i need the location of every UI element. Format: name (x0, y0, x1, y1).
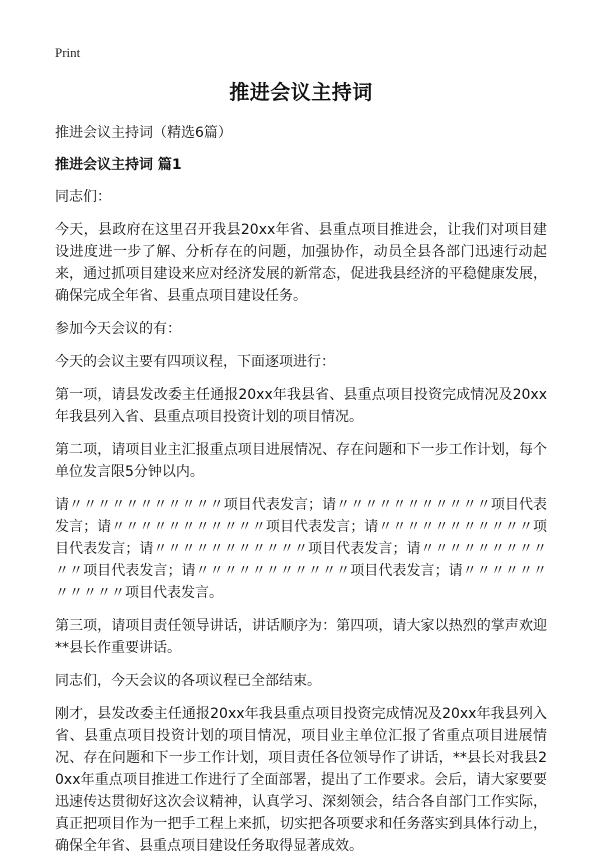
paragraph-item-1: 第一项，请县发改委主任通报20xx年我县省、县重点项目投资完成情况及20xx年我县列入省、县重点项目投资计划的项目情况。 (55, 387, 547, 425)
paragraph-speakers: 请〃〃〃〃〃〃〃〃〃〃〃项目代表发言；请〃〃〃〃〃〃〃〃〃〃〃项目代表发言；请〃〃〃〃〃〃〃〃〃〃〃项目代表发言；请〃〃〃〃〃〃〃〃〃〃〃项目代表发言；请〃〃〃〃〃〃〃〃〃〃〃项目代表发言；请〃〃〃〃〃〃〃〃〃〃〃项目代表发言；请〃〃〃〃〃〃〃〃〃〃〃项目代表发言；请〃〃〃〃〃〃〃〃〃〃〃项目代表发言。 (55, 497, 547, 601)
section-heading: 推进会议主持词 篇1 (55, 157, 182, 173)
paragraph-attendees: 参加今天会议的有： (55, 321, 181, 337)
paragraph-closing: 同志们，今天会议的各项议程已全部结束。 (55, 673, 321, 689)
print-link[interactable]: Print (55, 45, 81, 60)
paragraph-intro: 今天，县政府在这里召开我县20xx年省、县重点项目推进会，让我们对项目建设进度进一步了解、分析存在的问题，加强协作，动员全县各部门迅速行动起来，通过抓项目建设来应对经济发展的新常态，促进我县经济的平稳健康发展，确保完成全年省、县重点项目建设任务。 (55, 222, 547, 304)
document-title: 推进会议主持词 (229, 80, 373, 104)
paragraph-greeting: 同志们： (55, 189, 111, 205)
paragraph-agenda: 今天的会议主要有四项议程，下面逐项进行： (55, 354, 335, 370)
paragraph-summary: 刚才，县发改委主任通报20xx年我县重点项目投资完成情况及20xx年我县列入省、县重点项目投资计划的项目情况，项目业主单位汇报了省重点项目进展情况、存在问题和下一步工作计划，项目责任各位领导作了讲话，**县长对我县20xx年重点项目推进工作进行了全面部署，提出了工作要求。会后，请大家要要迅速传达贯彻好这次会议精神，认真学习、深刻领会，结合各自部门工作实际，真正把项目作为一把手工程上来抓，切实把各项要求和任务落实到具体行动上，确保全年省、县重点项目建设任务取得显著成效。 (55, 706, 547, 854)
paragraph-item-3-4: 第三项，请项目责任领导讲话，讲话顺序为：第四项，请大家以热烈的掌声欢迎**县长作重要讲话。 (55, 618, 547, 656)
document-body (55, 78, 547, 868)
paragraph-item-2: 第二项，请项目业主汇报重点项目进展情况、存在问题和下一步工作计划，每个单位发言限5分钟以内。 (55, 442, 547, 480)
document-subtitle: 推进会议主持词（精选6篇） (55, 125, 232, 141)
